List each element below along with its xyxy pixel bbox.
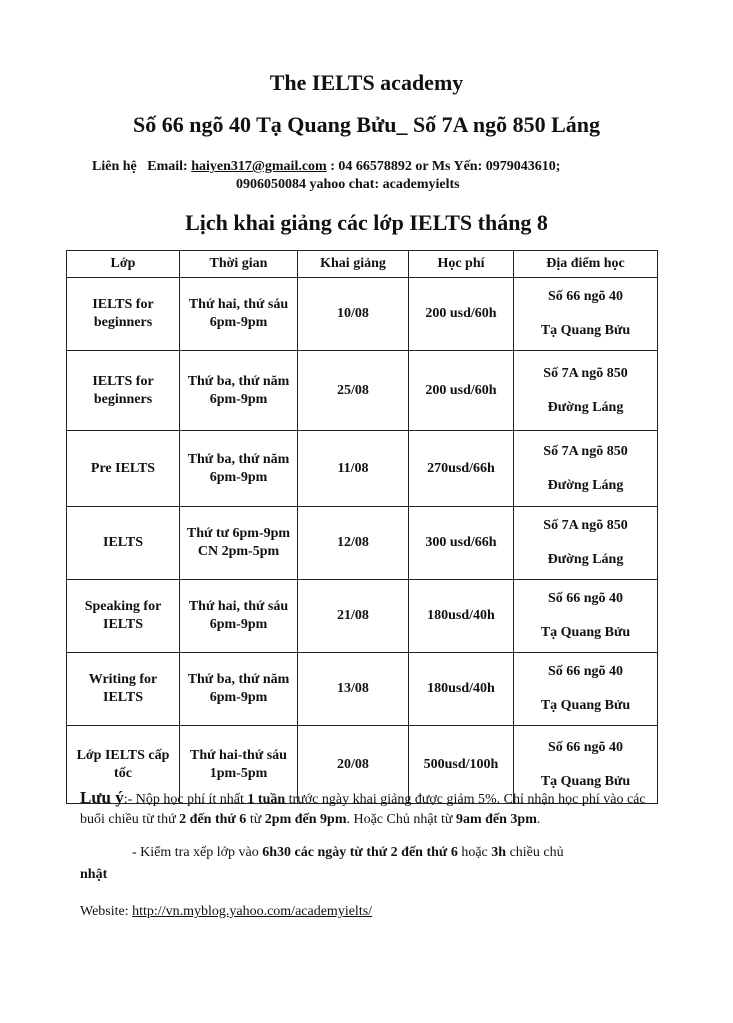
note2-text-f: nhật: [80, 867, 108, 882]
location-line-2: Tạ Quang Bửu: [540, 625, 631, 640]
note-text-a: :- Nộp học phí ít nhất: [123, 792, 248, 807]
location-line-1: Số 7A ngõ 850: [543, 518, 628, 533]
cell-class: IELTS for beginners: [67, 278, 180, 351]
table-row: [67, 507, 658, 580]
location-line-1: Số 66 ngõ 40: [547, 289, 624, 304]
location-line-2: Tạ Quang Bửu: [540, 323, 631, 338]
cell-location: [514, 351, 658, 431]
cell-time: Thứ tư 6pm-9pm CN 2pm-5pm: [180, 507, 298, 580]
table-row: [67, 278, 658, 351]
cell-start: 12/08: [298, 507, 409, 580]
cell-fee: 200 usd/60h: [409, 278, 514, 351]
table-row: [67, 653, 658, 726]
cell-start: 11/08: [298, 431, 409, 507]
cell-class: IELTS: [67, 507, 180, 580]
location-line-2: Tạ Quang Bửu: [540, 698, 631, 713]
table-header-row: [67, 251, 658, 278]
cell-location: [514, 580, 658, 653]
cell-fee: 180usd/40h: [409, 580, 514, 653]
cell-class: IELTS for beginners: [67, 351, 180, 431]
location-line-2: Đường Láng: [547, 399, 624, 415]
cell-time: Thứ hai, thứ sáu 6pm-9pm: [180, 580, 298, 653]
contact-line-2: 0906050084 yahoo chat: academyielts: [236, 177, 460, 192]
website-line: [80, 904, 660, 920]
contact-label: Liên hệ: [92, 159, 137, 174]
cell-class: Lớp IELTS cấp tốc: [67, 726, 180, 804]
header-time: Thời gian: [180, 251, 298, 278]
page-title: The IELTS academy: [269, 70, 464, 95]
website-link[interactable]: http://vn.myblog.yahoo.com/academyielts/: [132, 904, 373, 919]
cell-class: Writing for IELTS: [67, 653, 180, 726]
header-location: Địa điểm học: [514, 251, 658, 278]
note2-text-c: hoặc: [457, 845, 492, 860]
location-line-2: Đường Láng: [547, 477, 624, 493]
cell-fee: 270usd/66h: [409, 431, 514, 507]
cell-time: Thứ ba, thứ năm 6pm-9pm: [180, 431, 298, 507]
schedule-title: Lịch khai giảng các lớp IELTS tháng 8: [185, 210, 548, 235]
table-row: [67, 580, 658, 653]
note-paragraph: [80, 788, 660, 830]
location-line-1: Số 7A ngõ 850: [543, 443, 628, 459]
cell-fee: 180usd/40h: [409, 653, 514, 726]
cell-start: 21/08: [298, 580, 409, 653]
note2-text-e: chiều chủ: [506, 845, 564, 860]
table-row: [67, 431, 658, 507]
email-label: Email:: [147, 159, 188, 174]
note-label: Lưu ý: [80, 788, 124, 807]
location-line-1: Số 7A ngõ 850: [543, 365, 628, 381]
address-heading: Số 66 ngõ 40 Tạ Quang Bửu_ Số 7A ngõ 850 Láng: [133, 112, 600, 137]
cell-time: Thứ ba, thứ năm 6pm-9pm: [180, 653, 298, 726]
cell-start: 20/08: [298, 726, 409, 804]
header-class: Lớp: [67, 251, 180, 278]
cell-start: 10/08: [298, 278, 409, 351]
note2-text-d: 3h: [491, 845, 507, 860]
note-paragraph-2: [80, 842, 660, 886]
note-text-b: 1 tuần: [247, 792, 286, 807]
email-link[interactable]: haiyen317@gmail.com: [191, 159, 327, 174]
note-text-i: .: [536, 812, 541, 827]
cell-fee: 200 usd/60h: [409, 351, 514, 431]
cell-class: Speaking for IELTS: [67, 580, 180, 653]
cell-location: [514, 431, 658, 507]
cell-fee: 300 usd/66h: [409, 507, 514, 580]
cell-time: Thứ hai-thứ sáu 1pm-5pm: [180, 726, 298, 804]
cell-location: [514, 278, 658, 351]
note2-text-a: - Kiểm tra xếp lớp vào: [132, 845, 263, 860]
cell-location: [514, 507, 658, 580]
note-text-d: 2 đến thứ 6: [179, 812, 247, 827]
cell-time: Thứ hai, thứ sáu 6pm-9pm: [180, 278, 298, 351]
location-line-1: Số 66 ngõ 40: [547, 591, 624, 606]
header-fee: Học phí: [409, 251, 514, 278]
note-text-c: trước ngày khai giảng được giảm 5%. Chỉ nhận học phí vào các buổi chiều từ thứ: [80, 792, 646, 827]
location-line-2: Tạ Quang Bửu: [540, 773, 631, 789]
phone-numbers: : 04 66578892 or Ms Yến: 0979043610;: [330, 159, 561, 174]
note-text-f: 2pm đến 9pm: [264, 812, 347, 827]
contact-info: [92, 158, 672, 194]
cell-start: 25/08: [298, 351, 409, 431]
location-line-2: Đường Láng: [547, 552, 624, 567]
website-label: Website:: [80, 904, 129, 919]
table-row: [67, 351, 658, 431]
cell-fee: 500usd/100h: [409, 726, 514, 804]
note-text-g: . Hoặc Chủ nhật từ: [346, 812, 456, 827]
schedule-table: [66, 250, 658, 804]
location-line-1: Số 66 ngõ 40: [547, 664, 624, 679]
cell-start: 13/08: [298, 653, 409, 726]
note-text-h: 9am đến 3pm: [455, 812, 537, 827]
header-start: Khai giảng: [298, 251, 409, 278]
cell-location: [514, 653, 658, 726]
location-line-1: Số 66 ngõ 40: [547, 739, 624, 755]
note2-text-b: 6h30 các ngày từ thứ 2 đến thứ 6: [262, 845, 458, 860]
cell-time: Thứ ba, thứ năm 6pm-9pm: [180, 351, 298, 431]
note-text-e: từ: [246, 812, 265, 827]
cell-class: Pre IELTS: [67, 431, 180, 507]
